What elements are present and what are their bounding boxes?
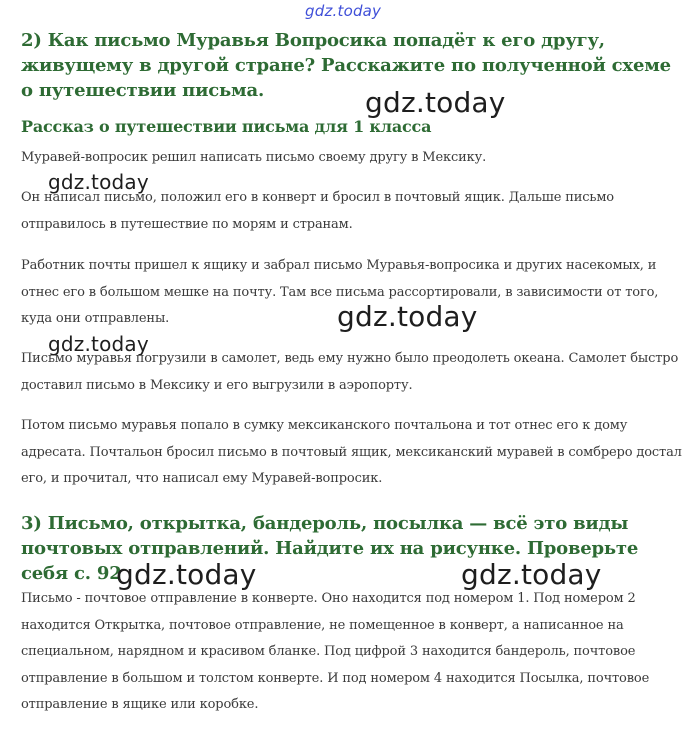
watermark: gdz.today <box>337 300 478 333</box>
watermark: gdz.today <box>461 558 602 591</box>
paragraph-1: Муравей-вопросик решил написать письмо своему другу в Мексику. <box>21 150 487 165</box>
watermark: gdz.today <box>365 86 506 119</box>
watermark: gdz.today <box>48 170 149 194</box>
watermark: gdz.today <box>116 558 257 591</box>
story-subheading: Рассказ о путешествии письма для 1 класса <box>21 117 432 136</box>
paragraph-2: Он написал письмо, положил его в конверт и бросил в почтовый ящик. Дальше письмо отправилось в путешествие по морям и странам. <box>21 190 614 232</box>
question-3-heading: 3) Письмо, открытка, бандероль, посылка — всё это виды почтовых отправлений. Найдите их на рисунке. Проверьте себя с. 92 <box>21 513 639 584</box>
paragraph-5: Потом письмо муравья попало в сумку мексиканского почтальона и тот отнес его к дому адресата. Почтальон бросил письмо в почтовый ящик, мексиканский муравей в сомбреро достал его, и прочитал, что написал ему Муравей-вопросик. <box>21 418 682 486</box>
answer-paragraph: Письмо - почтовое отправление в конверте. Оно находится под номером 1. Под номером 2 находится Открытка, почтовое отправление, не помещенное в конверт, а написанное на специальном, нарядном и красивом бланке. Под цифрой 3 находится бандероль, почтовое отправление в большом и толстом конверте. И под номером 4 находится Посылка, почтовое отправление в ящике или коробке. <box>21 591 650 712</box>
paragraph-4: Письмо муравья погрузили в самолет, ведь ему нужно было преодолеть океана. Самолет быстро доставил письмо в Мексику и его выгрузили в аэропорту. <box>21 351 679 393</box>
watermark: gdz.today <box>48 332 149 356</box>
question-2-heading: 2) Как письмо Муравья Вопросика попадёт к его другу, живущему в другой стране? Расскажите по полученной схеме о путешествии письма. <box>21 30 671 101</box>
watermark: gdz.today <box>305 2 382 20</box>
paragraph-3: Работник почты пришел к ящику и забрал письмо Муравья-вопросика и других насекомых, и отнес его в большом мешке на почту. Там все письма рассортировали, в зависимости от того, куда они отправлены. <box>21 258 659 326</box>
